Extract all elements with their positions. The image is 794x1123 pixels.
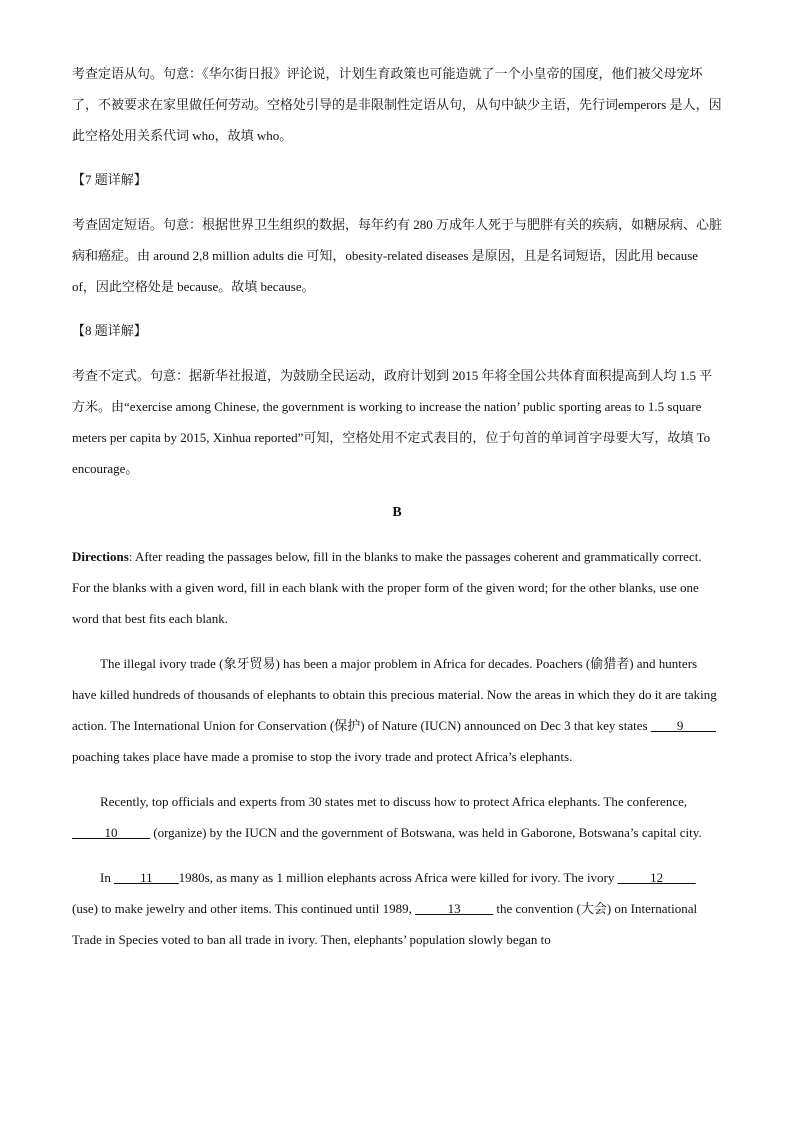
passage-text: 1980s, as many as 1 million elephants across Africa were killed for ivory. The ivory — [178, 870, 618, 885]
q8-explanation: 考查不定式。句意：据新华社报道，为鼓励全民运动，政府计划到 2015 年将全国公共体育面积提高到人均 1.5 平方米。由“exercise among Chinese, the government is working to increase the nation’ public sporting areas to 1.5 square meters per capita by 2015, Xinhua reported”可知，空格处用不定式表目的，位于句首的单词首字母要大写，故填 To encourage。 — [72, 368, 713, 476]
passage-text: (organize) by the IUCN and the government of Botswana, was held in Gaborone, Botswana’s capital city. — [150, 825, 702, 840]
section-title: B — [392, 505, 402, 520]
spacer — [72, 346, 722, 360]
passage-paragraph-3 — [72, 862, 722, 955]
q6-explanation: 考查定语从句。句意：《华尔街日报》评论说，计划生育政策也可能造就了一个小皇帝的国度，他们被父母宠坏了，不被要求在家里做任何劳动。空格处引导的是非限制性定语从句，从句中缺少主语，先行词emperors 是人，因此空格处用关系代词 who，故填 who。 — [72, 66, 722, 143]
passage-text: poaching takes place have made a promise to stop the ivory trade and protect Africa’s elephants. — [72, 749, 573, 764]
passage-paragraph-1 — [72, 648, 722, 772]
passage-paragraph-2 — [72, 786, 722, 848]
directions-text: : After reading the passages below, fill in the blanks to make the passages coherent and grammatically correct. For the blanks with a given word, fill in each blank with the proper form of the given word; for the other blanks, use one word that best fits each blank. — [72, 549, 702, 626]
q7-heading: 【7 题详解】 — [72, 172, 147, 187]
spacer — [72, 634, 722, 648]
blank-9: ____9_____ — [650, 718, 716, 733]
spacer — [72, 195, 722, 209]
spacer — [72, 528, 722, 541]
directions-label: Directions — [72, 549, 129, 564]
passage-text: Recently, top officials and experts from 30 states met to discuss how to protect Africa elephants. The conference, — [100, 794, 688, 809]
spacer — [72, 848, 722, 862]
passage-text: In — [100, 870, 115, 885]
blank-11: ____11____ — [114, 870, 179, 885]
blank-13: _____13_____ — [415, 901, 494, 916]
passage-text: The illegal ivory trade (象牙贸易) has been a major problem in Africa for decades. Poachers (偷猎者) and hunters have killed hundreds of thousands of elephants to obtain this precious material. Now the areas in which they do it are taking action. The International Union for Conservation (保护) of Nature (IUCN) announced on Dec 3 that key states — [72, 656, 717, 733]
q8-heading: 【8 题详解】 — [72, 323, 147, 338]
passage-text: (use) to make jewelry and other items. This continued until 1989, — [72, 901, 416, 916]
spacer — [72, 772, 722, 786]
q7-explanation: 考查固定短语。句意：根据世界卫生组织的数据，每年约有 280 万成年人死于与肥胖有关的疾病，如糖尿病、心脏病和癌症。由 around 2,8 million adults die 可知，obesity-related diseases 是原因，且是名词短语，因此用 because of，因此空格处是 because。故填 because。 — [72, 217, 723, 294]
spacer — [72, 151, 722, 164]
passage-text: the convention (大会) on International Trade in Species voted to ban all trade in ivory. Then, elephants’ population slowly began to — [72, 901, 698, 947]
directions — [72, 541, 722, 634]
blank-10: _____10_____ — [72, 825, 150, 840]
blank-12: _____12_____ — [617, 870, 696, 885]
spacer — [72, 484, 722, 497]
spacer — [72, 302, 722, 315]
